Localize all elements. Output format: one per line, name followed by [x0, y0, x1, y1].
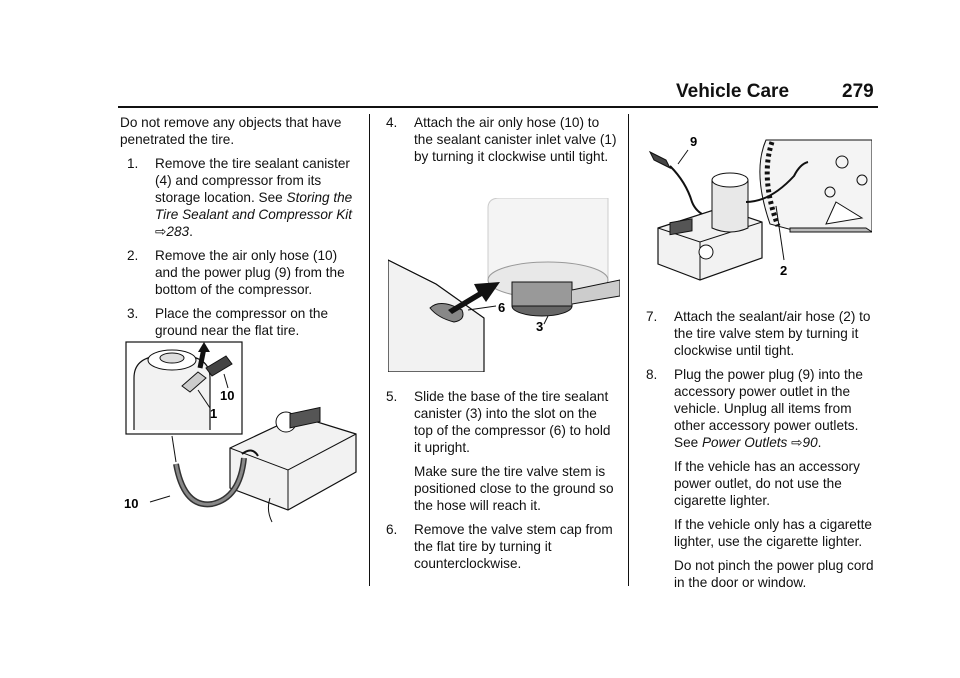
- step-text: Remove the air only hose (10) and the power plug (9) from the bottom of the compressor.: [155, 248, 345, 297]
- callout-10-bottom: 10: [124, 496, 139, 511]
- column-2: [386, 114, 618, 165]
- step-number: 6.: [386, 522, 398, 537]
- step-8-note-1: If the vehicle has an accessory power outlet, do not use the cigarette lighter.: [674, 459, 860, 508]
- step-7: [646, 308, 876, 359]
- cross-reference-link[interactable]: Storing the Tire Sealant and Compressor Kit: [155, 190, 353, 222]
- section-title: Vehicle Care: [676, 81, 790, 102]
- step-1: [127, 155, 358, 240]
- step-text: Slide the base of the tire sealant canister (3) into the slot on the top of the compressor (6) to hold it upright.: [414, 389, 611, 455]
- callout-1: 1: [210, 406, 218, 421]
- punctuation: .: [189, 224, 193, 239]
- header-rule: [118, 106, 878, 108]
- step-8-note-2: If the vehicle only has a cigarette lighter, use the cigarette lighter.: [674, 517, 872, 549]
- step-number: 2.: [127, 248, 139, 263]
- step-8-note-3: Do not pinch the power plug cord in the door or window.: [674, 558, 874, 590]
- callout-10-top: 10: [220, 388, 235, 403]
- column-1: [120, 114, 358, 339]
- figure-hose-to-tire: [640, 132, 872, 282]
- cross-reference-link[interactable]: Power Outlets: [701, 435, 788, 450]
- step-5: [386, 388, 618, 456]
- step-5-note: Make sure the tire valve stem is positioned close to the ground so the hose will reach it.: [414, 464, 614, 513]
- page-number: 279: [842, 81, 874, 102]
- callout-6: 6: [498, 300, 506, 315]
- column-2-lower: [386, 388, 618, 572]
- step-text: Remove the valve stem cap from the flat tire by turning it counterclockwise.: [414, 522, 613, 571]
- step-number: 1.: [127, 156, 139, 171]
- step-8: [646, 366, 876, 451]
- step-number: 3.: [127, 306, 139, 321]
- page-ref[interactable]: 283: [166, 224, 190, 239]
- page-ref[interactable]: 90: [802, 435, 818, 450]
- figure-hose-to-canister: [120, 338, 360, 524]
- column-3: [646, 308, 876, 591]
- step-text: Place the compressor on the ground near the flat tire.: [155, 306, 329, 338]
- punctuation: .: [817, 435, 822, 450]
- step-3: [127, 305, 358, 339]
- intro-text: Do not remove any objects that have penetrated the tire.: [120, 115, 342, 147]
- callout-3: 3: [536, 319, 544, 334]
- step-number: 5.: [386, 389, 398, 404]
- step-number: 8.: [646, 367, 658, 382]
- column-divider-2: [628, 114, 629, 586]
- step-4: [386, 114, 618, 165]
- callout-9: 9: [690, 134, 698, 149]
- figure-canister-slot: [388, 198, 620, 372]
- step-text: Plug the power plug (9) into the accessory power outlet in the vehicle. Unplug all items from other accessory power outlets. See: [674, 367, 863, 450]
- step-number: 4.: [386, 115, 398, 130]
- step-text: Attach the air only hose (10) to the sealant canister inlet valve (1) by turning it clockwise until tight.: [414, 115, 617, 164]
- column-divider-1: [369, 114, 370, 586]
- step-2: [127, 247, 358, 298]
- step-number: 7.: [646, 309, 658, 324]
- callout-2: 2: [780, 263, 788, 278]
- page-arrow-icon: ⇨: [155, 224, 167, 239]
- step-text: Attach the sealant/air hose (2) to the tire valve stem by turning it clockwise until tight.: [674, 309, 871, 358]
- step-6: [386, 521, 618, 572]
- page-arrow-icon: ⇨: [791, 435, 803, 450]
- step-text: Remove the tire sealant canister (4) and compressor from its storage location. See: [155, 156, 350, 205]
